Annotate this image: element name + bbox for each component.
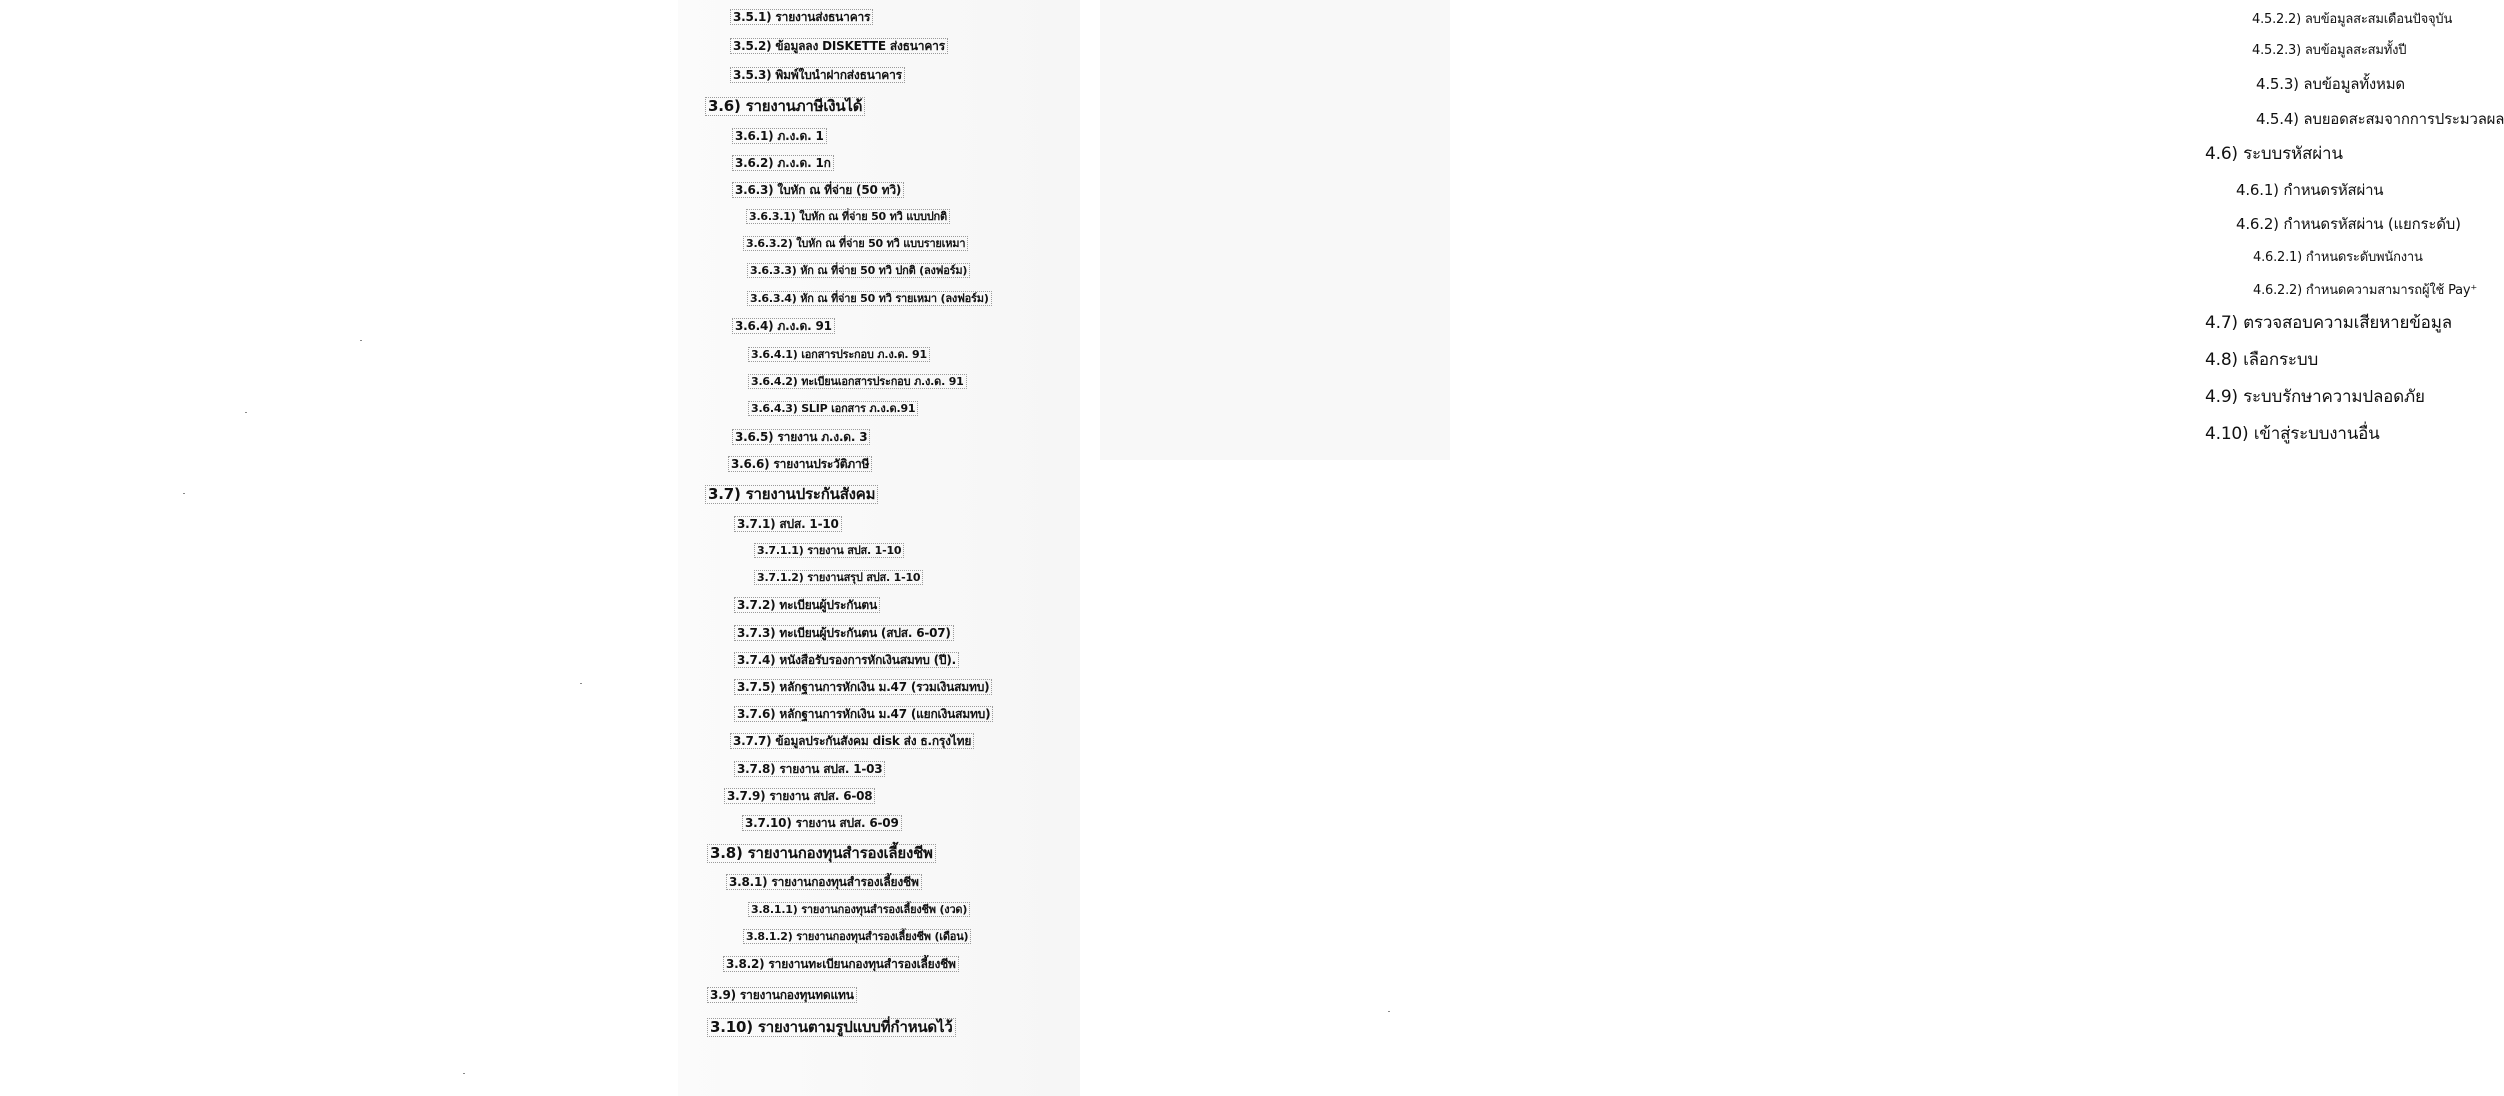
menu-item-3-8-1-1: 3.8.1.1) รายงานกองทุนสำรองเลี้ยงชีพ (งวด) (751, 903, 968, 916)
menu-heading-3-9: 3.9) รายงานกองทุนทดแทน (710, 988, 854, 1002)
menu-item-3-7-9: 3.7.9) รายงาน สปส. 6-08 (727, 789, 873, 803)
menu-item-3-6-3-4: 3.6.3.4) หัก ณ ที่จ่าย 50 ทวิ รายเหมา (ลงฟอร์ม) (750, 292, 989, 305)
menu-item-3-5-1: 3.5.1) รายงานส่งธนาคาร (733, 10, 871, 24)
menu-item-3-7-10: 3.7.10) รายงาน สปส. 6-09 (745, 816, 899, 830)
scan-background-right (1100, 0, 1450, 460)
menu-item-3-5-2: 3.5.2) ข้อมูลลง DISKETTE ส่งธนาคาร (733, 39, 945, 53)
menu-item-3-7-5: 3.7.5) หลักฐานการหักเงิน ม.47 (รวมเงินสมทบ) (737, 680, 990, 694)
menu-item-3-7-1: 3.7.1) สปส. 1-10 (737, 517, 839, 531)
menu-item-3-8-1: 3.8.1) รายงานกองทุนสำรองเลี้ยงชีพ (729, 875, 919, 889)
menu-item-3-7-1-1: 3.7.1.1) รายงาน สปส. 1-10 (757, 544, 902, 557)
menu-item-3-7-7: 3.7.7) ข้อมูลประกันสังคม disk ส่ง ธ.กรุงไทย (733, 734, 972, 748)
menu-heading-3-10: 3.10) รายงานตามรูปแบบที่กำหนดไว้ (710, 1018, 953, 1036)
menu-item-3-6-3-2: 3.6.3.2) ใบหัก ณ ที่จ่าย 50 ทวิ แบบรายเหมา (746, 237, 966, 250)
menu-item-3-8-2: 3.8.2) รายงานทะเบียนกองทุนสำรองเลี้ยงชีพ (726, 957, 956, 971)
menu-item-4-6-1: 4.6.1) กำหนดรหัสผ่าน (2236, 181, 2384, 199)
scan-speck (183, 493, 185, 494)
menu-item-3-7-3: 3.7.3) ทะเบียนผู้ประกันตน (สปส. 6-07) (737, 626, 951, 640)
menu-item-4-5-2-3: 4.5.2.3) ลบข้อมูลสะสมทั้งปี (2252, 43, 2407, 58)
menu-item-3-7-4: 3.7.4) หนังสือรับรองการหักเงินสมทบ (ปี). (737, 653, 956, 667)
menu-item-3-6-4-3: 3.6.4.3) SLIP เอกสาร ภ.ง.ด.91 (751, 402, 916, 415)
menu-item-3-6-2: 3.6.2) ภ.ง.ด. 1ก (735, 156, 831, 170)
menu-item-3-6-4-2: 3.6.4.2) ทะเบียนเอกสารประกอบ ภ.ง.ด. 91 (751, 375, 964, 388)
menu-item-3-7-2: 3.7.2) ทะเบียนผู้ประกันตน (737, 598, 877, 612)
menu-item-3-6-4: 3.6.4) ภ.ง.ด. 91 (735, 319, 832, 333)
scan-speck (580, 683, 582, 684)
menu-item-3-5-3: 3.5.3) พิมพ์ใบนำฝากส่งธนาคาร (733, 68, 902, 82)
menu-item-4-5-3: 4.5.3) ลบข้อมูลทั้งหมด (2256, 75, 2405, 93)
menu-item-3-7-8: 3.7.8) รายงาน สปส. 1-03 (737, 762, 883, 776)
scan-speck (360, 340, 362, 341)
menu-heading-3-8: 3.8) รายงานกองทุนสำรองเลี้ยงชีพ (710, 844, 933, 862)
menu-item-3-8-1-2: 3.8.1.2) รายงานกองทุนสำรองเลี้ยงชีพ (เดือน) (746, 930, 969, 943)
menu-heading-4-7: 4.7) ตรวจสอบความเสียหายข้อมูล (2205, 313, 2452, 333)
menu-item-3-6-4-1: 3.6.4.1) เอกสารประกอบ ภ.ง.ด. 91 (751, 348, 927, 361)
menu-heading-3-7: 3.7) รายงานประกันสังคม (708, 485, 876, 503)
scan-speck (463, 1073, 465, 1074)
menu-heading-4-10: 4.10) เข้าสู่ระบบงานอื่น (2205, 424, 2380, 444)
menu-item-4-5-2-2: 4.5.2.2) ลบข้อมูลสะสมเดือนปัจจุบัน (2252, 12, 2453, 27)
menu-item-4-6-2: 4.6.2) กำหนดรหัสผ่าน (แยกระดับ) (2236, 215, 2461, 233)
menu-item-3-6-3: 3.6.3) ใบหัก ณ ที่จ่าย (50 ทวิ) (735, 183, 902, 197)
scan-speck (245, 412, 247, 413)
menu-item-4-6-2-1: 4.6.2.1) กำหนดระดับพนักงาน (2253, 250, 2423, 265)
menu-item-4-5-4: 4.5.4) ลบยอดสะสมจากการประมวลผล (2256, 110, 2504, 128)
menu-item-3-6-1: 3.6.1) ภ.ง.ด. 1 (735, 129, 824, 143)
menu-heading-4-6: 4.6) ระบบรหัสผ่าน (2205, 144, 2343, 164)
scan-speck (1388, 1011, 1390, 1012)
menu-item-3-6-6: 3.6.6) รายงานประวัติภาษี (731, 457, 870, 471)
menu-item-3-6-3-3: 3.6.3.3) หัก ณ ที่จ่าย 50 ทวิ ปกติ (ลงฟอร์ม) (750, 264, 968, 277)
menu-item-3-7-1-2: 3.7.1.2) รายงานสรุป สปส. 1-10 (757, 571, 921, 584)
menu-heading-3-6: 3.6) รายงานภาษีเงินได้ (708, 97, 863, 115)
menu-heading-4-8: 4.8) เลือกระบบ (2205, 350, 2319, 370)
menu-item-4-6-2-2: 4.6.2.2) กำหนดความสามารถผู้ใช้ Pay⁺ (2253, 283, 2478, 298)
menu-item-3-6-5: 3.6.5) รายงาน ภ.ง.ด. 3 (735, 430, 868, 444)
menu-heading-4-9: 4.9) ระบบรักษาความปลอดภัย (2205, 387, 2425, 407)
menu-item-3-7-6: 3.7.6) หลักฐานการหักเงิน ม.47 (แยกเงินสมทบ) (737, 707, 991, 721)
menu-item-3-6-3-1: 3.6.3.1) ใบหัก ณ ที่จ่าย 50 ทวิ แบบปกติ (749, 210, 947, 223)
